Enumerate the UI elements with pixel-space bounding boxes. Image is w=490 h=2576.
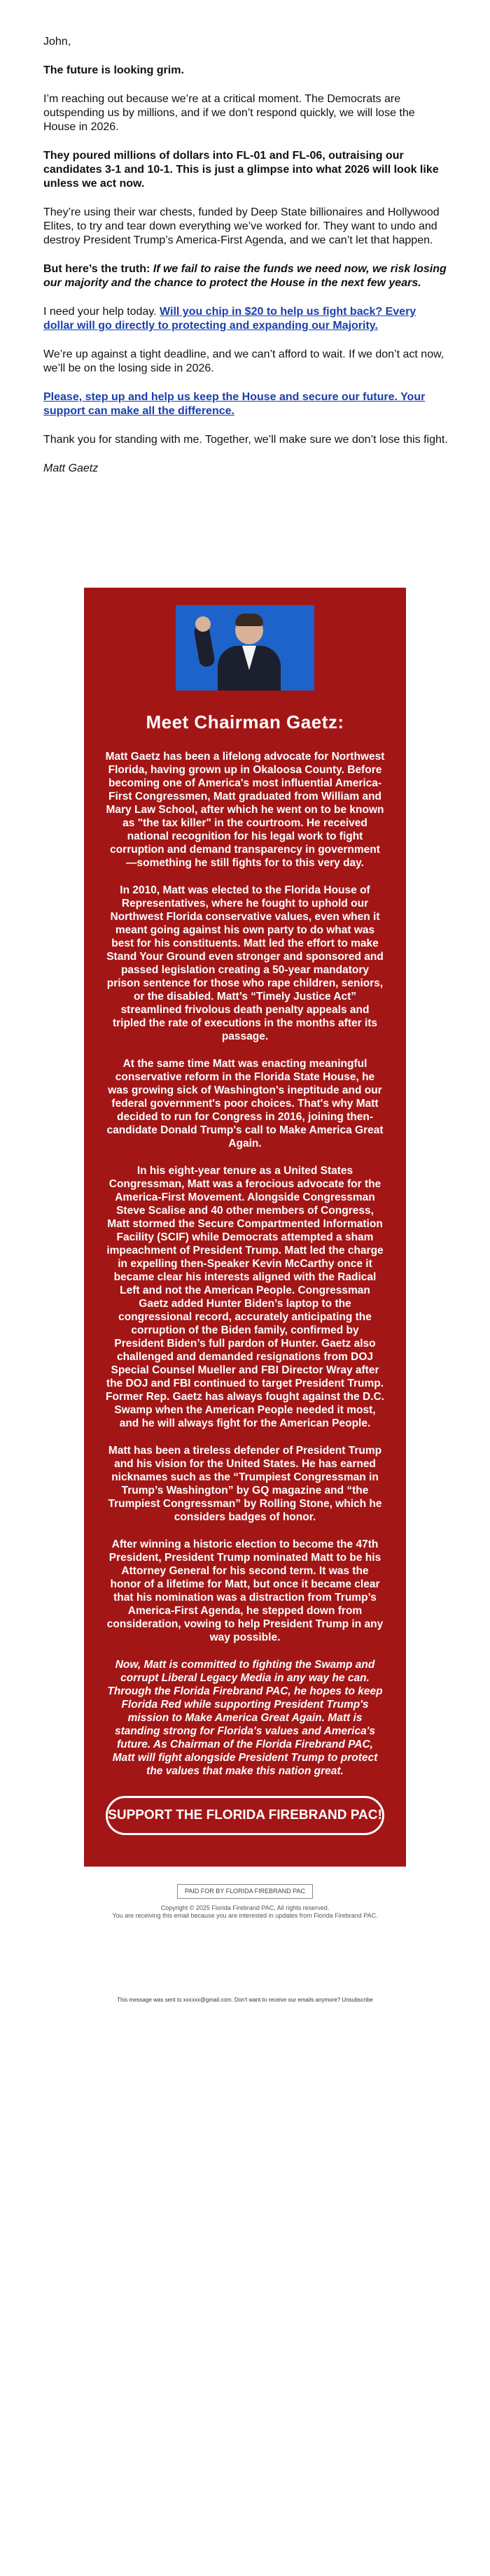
paragraph-3: They’re using their war chests, funded by Deep State billionaires and Hollywood Elites, to try and tear down everything we’ve worked for. They want to undo and destroy President Trump’s America-First Agenda, and we can’t let that happen. <box>43 206 440 246</box>
bio-paragraph: After winning a historic election to become the 47th President, President Trump nominated Matt to be his Attorney General for his second term. It was the honor of a lifetime for Matt, but once it became clear that his nomination was a distraction from Trump’s America-First Agenda, he stepped down from consideration, vowing to help President Trump in any way possible. <box>106 1538 384 1643</box>
donate-link-1[interactable]: Will you chip in $20 to help us fight back? Every dollar will go directly to protecting and expanding our Majority. <box>43 306 416 332</box>
greeting: John, <box>43 36 71 48</box>
paragraph-2: They poured millions of dollars into FL-01 and FL-06, outraising our candidates 3-1 and 10-1. This is just a glimpse into what 2026 will look like unless we act now. <box>43 150 439 190</box>
email-body <box>0 0 449 476</box>
support-pac-button[interactable]: SUPPORT THE FLORIDA FIREBRAND PAC! <box>106 1796 384 1835</box>
paragraph-6: We’re up against a tight deadline, and we can’t afford to wait. If we don’t act now, we’ll be on the losing side in 2026. <box>43 348 444 374</box>
headline: The future is looking grim. <box>43 64 184 76</box>
bio-paragraph: Matt Gaetz has been a lifelong advocate for Northwest Florida, having grown up in Okaloosa County. Before becoming one of America's most influential America-First Congressmen, Matt graduated from William and Mary Law School, after which he went on to be known as "the tax killer" in the courtroom. He received national recognition for his legal work to fight corruption and demand transparency in government—something he still fights for to this very day. <box>105 751 385 869</box>
paragraph-7 <box>43 390 449 418</box>
signature: Matt Gaetz <box>43 462 99 474</box>
copyright: Copyright © 2025 Florida Firebrand PAC, All rights reserved. <box>160 1904 330 1911</box>
portrait-photo <box>176 605 314 691</box>
footer <box>0 1884 490 1920</box>
paragraph-1: I’m reaching out because we’re at a critical moment. The Democrats are outspending us by millions, and if we don’t respond quickly, we will lose the House in 2026. <box>43 93 415 133</box>
bio-section <box>84 588 406 1867</box>
bio-paragraph: Matt has been a tireless defender of President Trump and his vision for the United States. He has earned nicknames such as the “Trumpiest Congressman in Trump’s Washington” by GQ magazine and “the Trumpiest Congressman” by Rolling Stone, which he considers badges of honor. <box>108 1445 382 1523</box>
donate-link-2[interactable]: Please, step up and help us keep the House and secure our future. Your support can make all the difference. <box>43 391 426 417</box>
paragraph-5: I need your help today. Will you chip in $20 to help us fight back? Every dollar will go directly to protecting and expanding our Majority. <box>43 306 416 332</box>
sent-to-notice: This message was sent to xxxxxx@gmail.com. Don't want to receive our emails anymore? Unsubscribe <box>117 1997 373 2003</box>
bio-closing: Now, Matt is committed to fighting the Swamp and corrupt Liberal Legacy Media in any way he can. Through the Florida Firebrand PAC, he hopes to keep Florida Red while supporting President Trump's mission to Make America Great Again. Matt is standing strong for Florida's values and America's future. As Chairman of the Florida Firebrand PAC, Matt will fight alongside President Trump to protect the values that make this nation great. <box>107 1659 383 1777</box>
bio-paragraph: In 2010, Matt was elected to the Florida House of Representatives, where he fought to uphold our Northwest Florida conservative values, even when it meant going against his own party to do what was best for his constituents. Matt led the effort to make Stand Your Ground even stronger and sponsored and passed legislation creating a 50-year mandatory prison sentence for those who rape children, seniors, or the disabled. Matt’s “Timely Justice Act” streamlined frivolous death penalty appeals and tripled the rate of executions in the months after its passage. <box>106 884 384 1042</box>
paid-for-disclaimer: PAID FOR BY FLORIDA FIREBRAND PAC <box>177 1884 313 1899</box>
bio-paragraph: At the same time Matt was enacting meaningful conservative reform in the Florida State House, he was growing sick of Washington's ineptitude and our federal government's poor choices. That's why Matt decided to run for Congress in 2016, joining then-candidate Donald Trump's call to Make America Great Again. <box>106 1058 384 1149</box>
bio-title: Meet Chairman Gaetz: <box>146 712 344 733</box>
paragraph-8: Thank you for standing with me. Together, we’ll make sure we don’t lose this fight. <box>43 434 448 446</box>
paragraph-4: But here’s the truth: If we fail to raise the funds we need now, we risk losing our majority and the chance to protect the House in the next few years. <box>43 263 447 289</box>
subscription-reason: You are receiving this email because you are interested in updates from Florida Firebrand PAC. <box>112 1912 378 1919</box>
bio-paragraph: In his eight-year tenure as a United States Congressman, Matt was a ferocious advocate for the America-First Movement. Alongside Congressman Steve Scalise and 40 other members of Congress, Matt stormed the Secure Compartmented Information Facility (SCIF) while Democrats attempted a sham impeachment of President Trump. Matt led the charge in expelling then-Speaker Kevin McCarthy once it became clear his interests aligned with the Radical Left and not the American People. Congressman Gaetz added Hunter Biden’s laptop to the congressional record, accurately anticipating the corruption of the Biden family, confirmed by President Biden’s full pardon of Hunter. Gaetz also challenged and demanded resignations from DOJ Special Counsel Mueller and FBI Director Wray after the DOJ and FBI continued to target President Trump. Former Rep. Gaetz has always fought against the D.C. Swamp when the American People needed it most, and he will always fight for the American People. <box>106 1165 384 1429</box>
